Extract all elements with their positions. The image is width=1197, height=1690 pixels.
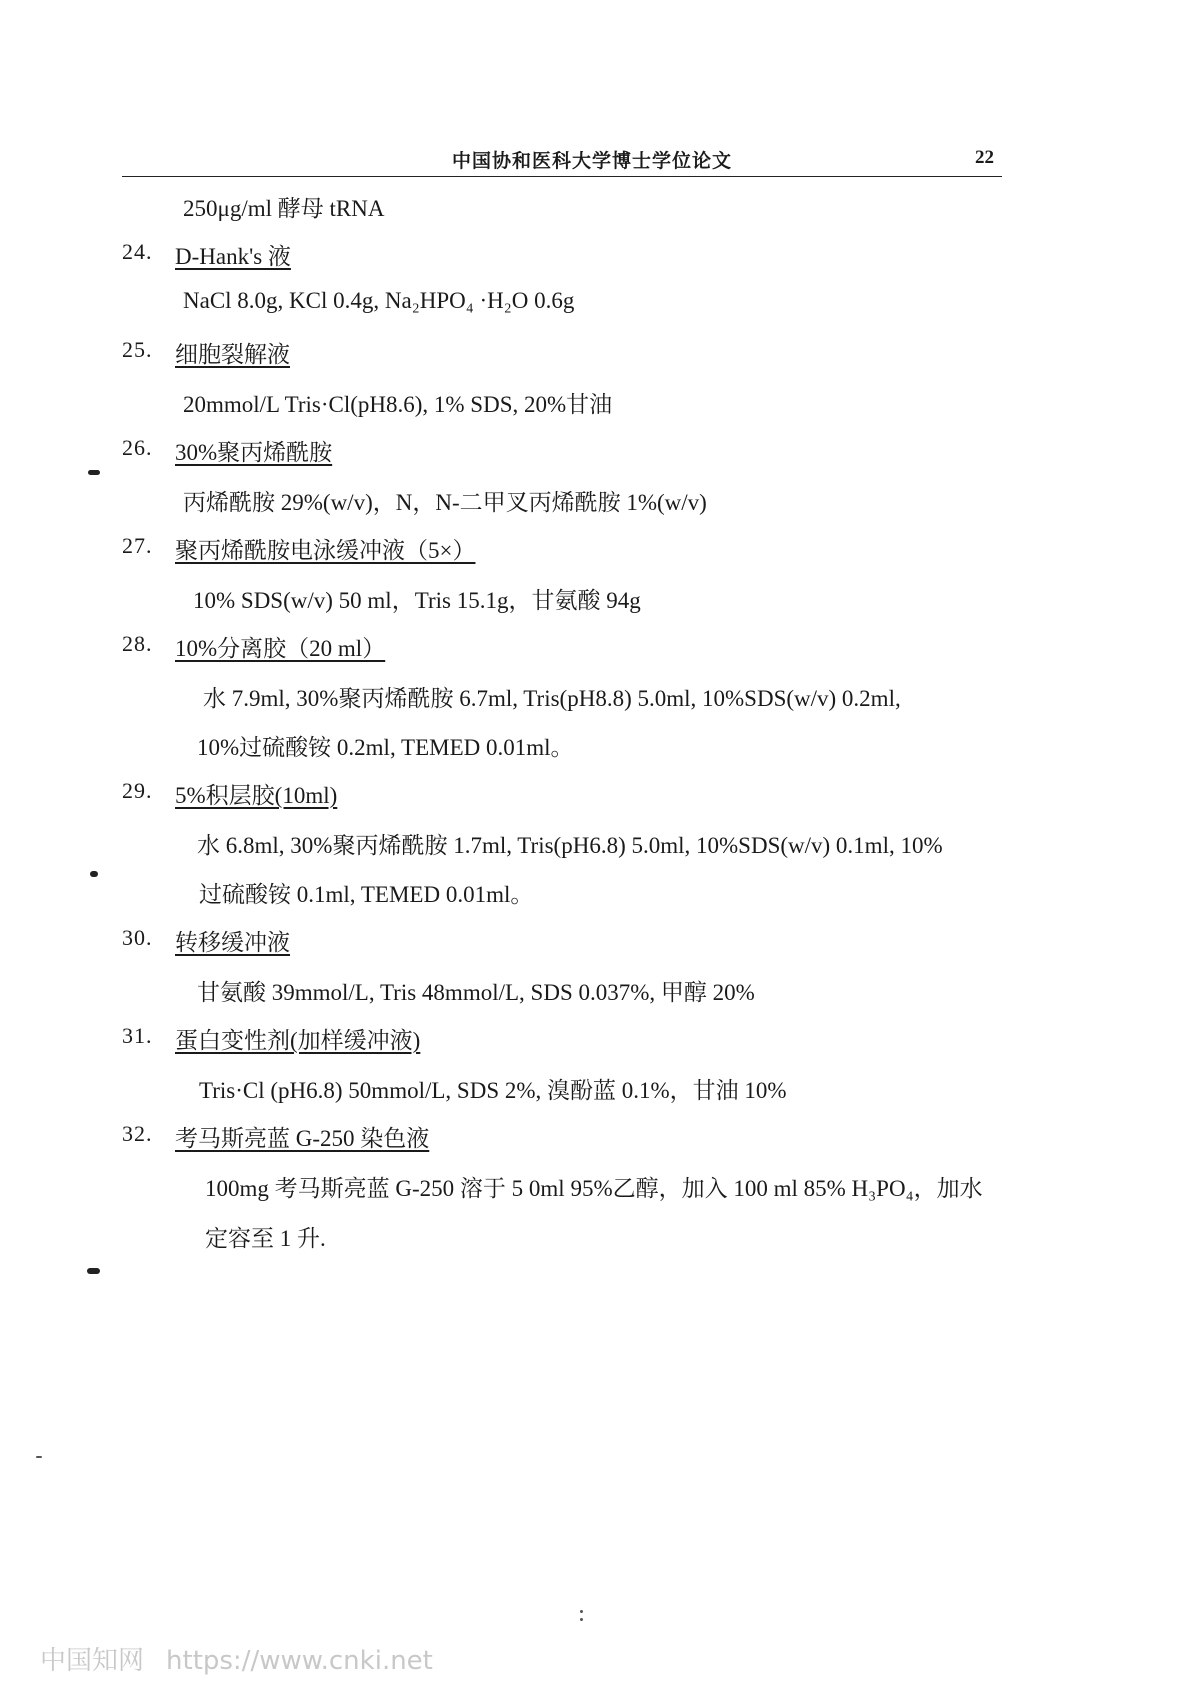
scan-dot xyxy=(580,1618,583,1621)
item-title: 聚丙烯酰胺电泳缓冲液（5×） xyxy=(175,538,476,563)
item-number: 25. xyxy=(122,337,153,362)
item-number: 24. xyxy=(122,239,153,264)
item-number: 27. xyxy=(122,533,153,558)
item-number: 32. xyxy=(122,1121,153,1146)
item-body-line: 定容至 1 升. xyxy=(205,1226,326,1251)
item-body-line: 过硫酸铵 0.1ml, TEMED 0.01ml。 xyxy=(199,882,534,907)
cnki-watermark xyxy=(40,1640,433,1677)
item-title: D-Hank's 液 xyxy=(175,244,291,269)
item-body-line: 水 6.8ml, 30%聚丙烯酰胺 1.7ml, Tris(pH6.8) 5.0ml, 10%SDS(w/v) 0.1ml, 10% xyxy=(197,833,943,858)
item-body-line: 丙烯酰胺 29%(w/v)，N，N-二甲叉丙烯酰胺 1%(w/v) xyxy=(183,490,707,515)
item-body-line: 20mmol/L Tris·Cl(pH8.6), 1% SDS, 20%甘油 xyxy=(183,392,613,417)
item-body-line: 甘氨酸 39mmol/L, Tris 48mmol/L, SDS 0.037%, 甲醇 20% xyxy=(197,980,755,1005)
page-header xyxy=(122,146,1002,177)
item-number: 28. xyxy=(122,631,153,656)
header-title: 中国协和医科大学博士学位论文 xyxy=(452,150,733,172)
watermark-url: https://www.cnki.net xyxy=(166,1646,433,1676)
item-number: 29. xyxy=(122,778,153,803)
item-body-line: NaCl 8.0g, KCl 0.4g, Na₂HPO₄ ·H₂O 0.6g xyxy=(183,288,575,313)
item-body-line: 水 7.9ml, 30%聚丙烯酰胺 6.7ml, Tris(pH8.8) 5.0ml, 10%SDS(w/v) 0.2ml, xyxy=(203,686,901,711)
item-number: 30. xyxy=(122,925,153,950)
scan-mark xyxy=(88,470,100,475)
item-title: 蛋白变性剂(加样缓冲液) xyxy=(175,1028,421,1053)
continuation-line: 250μg/ml 酵母 tRNA xyxy=(183,196,385,221)
item-body-line: 100mg 考马斯亮蓝 G-250 溶于 5 0ml 95%乙醇，加入 100 ml 85% H₃PO₄，加水 xyxy=(205,1176,983,1201)
item-title: 细胞裂解液 xyxy=(175,342,290,367)
item-body-line: 10%过硫酸铵 0.2ml, TEMED 0.01ml。 xyxy=(197,735,574,760)
watermark-site: 中国知网 xyxy=(40,1646,145,1676)
scan-mark xyxy=(90,871,98,877)
item-title: 考马斯亮蓝 G-250 染色液 xyxy=(175,1126,430,1151)
item-number: 31. xyxy=(122,1023,153,1048)
scan-dot xyxy=(36,1456,42,1458)
item-body-line: 10% SDS(w/v) 50 ml，Tris 15.1g，甘氨酸 94g xyxy=(193,588,641,613)
item-body-line: Tris·Cl (pH6.8) 50mmol/L, SDS 2%, 溴酚蓝 0.1%，甘油 10% xyxy=(199,1078,787,1103)
item-title: 30%聚丙烯酰胺 xyxy=(175,440,333,465)
page-number: 22 xyxy=(975,147,994,168)
item-title: 转移缓冲液 xyxy=(175,930,290,955)
scan-mark xyxy=(87,1268,100,1274)
scan-dot xyxy=(580,1610,583,1613)
item-title: 10%分离胶（20 ml） xyxy=(175,636,386,661)
item-title: 5%积层胶(10ml) xyxy=(175,783,338,808)
item-number: 26. xyxy=(122,435,153,460)
